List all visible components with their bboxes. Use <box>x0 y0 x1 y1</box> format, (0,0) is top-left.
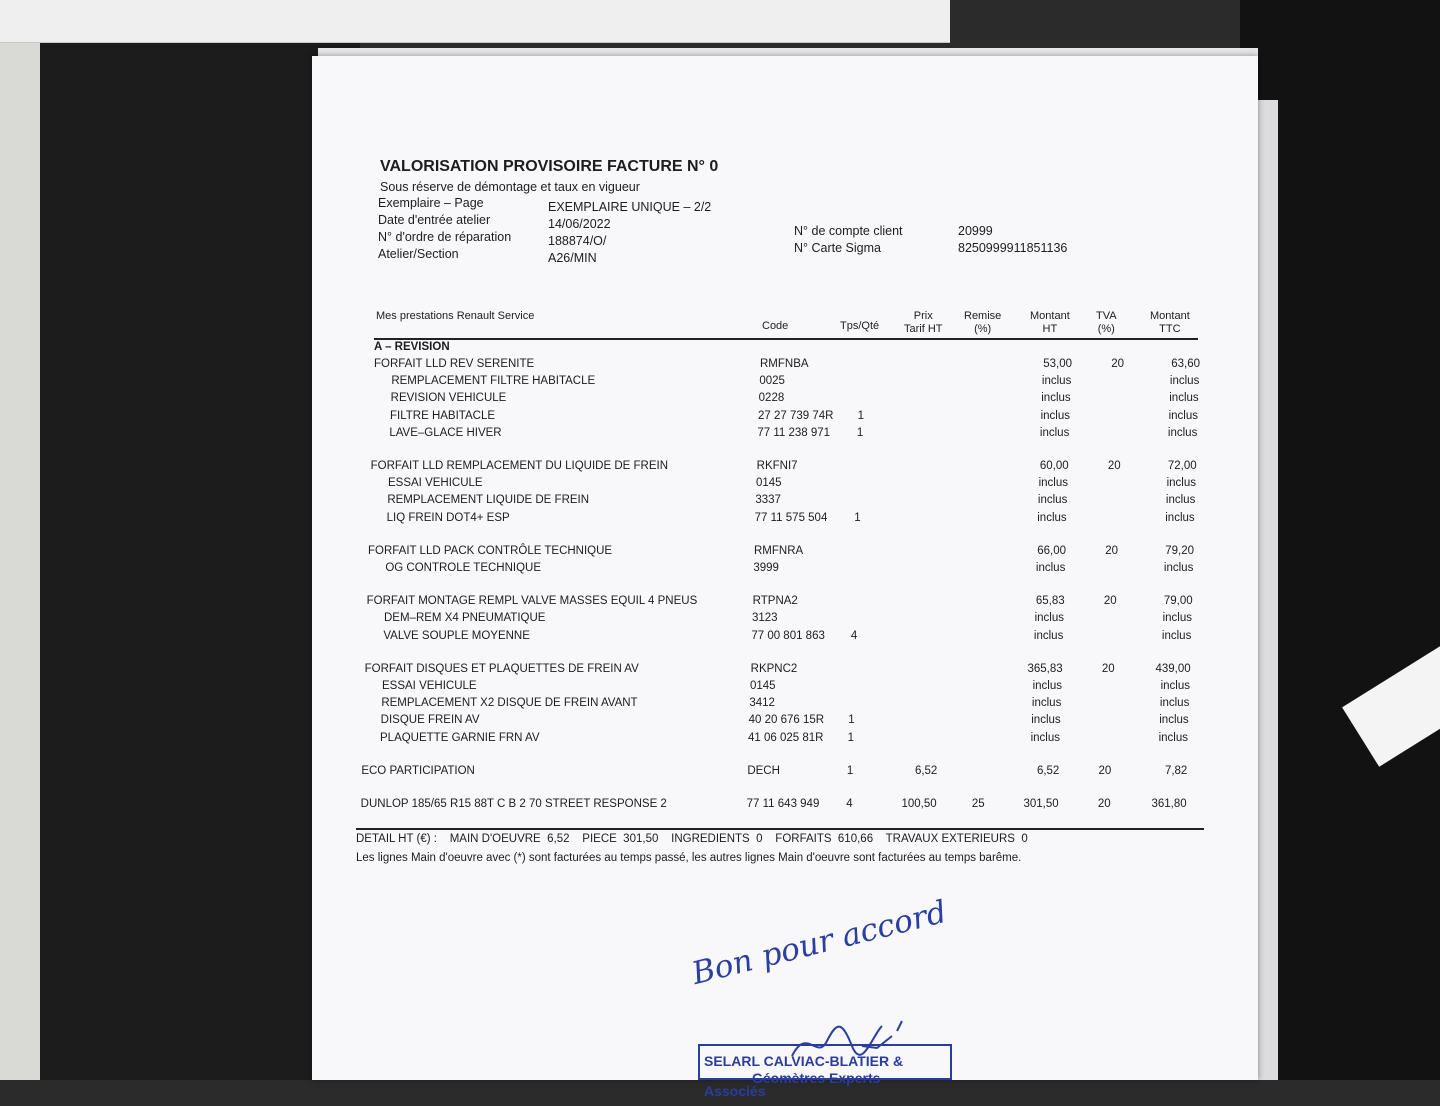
row-code: 41 06 025 81R <box>748 731 824 744</box>
meta-value: 14/06/2022 <box>548 217 611 231</box>
row-qty: 1 <box>857 409 864 422</box>
row-tva: 20 <box>1097 798 1111 810</box>
row-amount-ht: 66,00 <box>1037 544 1066 557</box>
row-description: REMPLACEMENT FILTRE HABITACLE <box>391 375 596 388</box>
row-code: RKPNC2 <box>750 662 798 675</box>
row-amount-ht: 65,83 <box>1035 595 1065 608</box>
row-description: ESSAI VEHICULE <box>388 477 483 490</box>
row-amount-ht: 60,00 <box>1039 460 1069 472</box>
row-amount-ttc: 63,60 <box>1171 358 1200 370</box>
row-amount-ht: inclus <box>1032 680 1062 692</box>
detail-ht-line: DETAIL HT (€) : MAIN D'OEUVRE 6,52 PIECE 301,50 INGREDIENTS 0 FORFAITS 610,66 TRAVAUX EXTERIEURS 0 <box>356 833 1028 845</box>
row-amount-ttc: 439,00 <box>1155 662 1191 675</box>
row-description: PLAQUETTE GARNIE FRN AV <box>380 731 540 744</box>
meta-label: Atelier/Section <box>378 247 459 261</box>
row-description: LAVE–GLACE HIVER <box>389 426 502 439</box>
col-header-amount-ttc: Montant TTC <box>1150 310 1190 335</box>
row-code: 0145 <box>750 680 776 692</box>
col-header-amount-ht: Montant HT <box>1030 310 1070 335</box>
row-qty: 4 <box>850 629 858 642</box>
meta-label: N° de compte client <box>794 224 903 238</box>
meta-label: N° Carte Sigma <box>794 241 881 255</box>
note-line: Les lignes Main d'oeuvre avec (*) sont facturées au temps passé, les autres lignes Main d'oeuvre sont facturées au temps barême. <box>356 852 1022 864</box>
row-amount-ttc: inclus <box>1165 494 1196 507</box>
row-amount-ht: inclus <box>1030 731 1060 744</box>
row-amount-ht: inclus <box>1038 477 1068 490</box>
row-description: REVISION VEHICULE <box>390 392 507 405</box>
row-amount-ttc: inclus <box>1167 426 1198 439</box>
row-amount-ht: inclus <box>1037 511 1067 524</box>
row-code: RMFNRA <box>754 544 804 557</box>
row-tva: 20 <box>1105 544 1118 557</box>
row-amount-ttc: inclus <box>1160 680 1190 692</box>
row-code: 0228 <box>758 392 785 405</box>
row-amount-ht: inclus <box>1037 494 1068 507</box>
row-amount-ht: 365,83 <box>1027 662 1063 675</box>
row-amount-ht: inclus <box>1041 392 1071 405</box>
row-amount-ttc: inclus <box>1161 629 1192 642</box>
section-title: A – REVISION <box>374 341 450 353</box>
row-description: REMPLACEMENT X2 DISQUE DE FREIN AVANT <box>381 697 638 710</box>
row-tva: 20 <box>1098 764 1112 777</box>
row-amount-ht: inclus <box>1031 697 1062 710</box>
row-amount-ttc: 361,80 <box>1151 798 1187 810</box>
row-amount-ht: inclus <box>1039 426 1070 439</box>
col-header-description: Mes prestations Renault Service <box>376 310 535 322</box>
row-description: FORFAIT DISQUES ET PLAQUETTES DE FREIN AV <box>364 662 639 675</box>
col-header-code: Code <box>762 320 789 332</box>
row-code: RTPNA2 <box>752 595 798 608</box>
row-description: DUNLOP 185/65 R15 88T C B 2 70 STREET RESPONSE 2 <box>360 798 667 810</box>
row-amount-ttc: inclus <box>1165 511 1195 524</box>
row-amount-ht: inclus <box>1035 562 1066 574</box>
row-tva: 20 <box>1101 662 1115 675</box>
row-amount-ttc: 79,20 <box>1165 544 1194 557</box>
row-amount-ht: 301,50 <box>1023 798 1059 810</box>
row-code: 77 00 801 863 <box>751 629 825 642</box>
row-description: LIQ FREIN DOT4+ ESP <box>386 511 510 524</box>
meta-value: EXEMPLAIRE UNIQUE – 2/2 <box>548 200 712 214</box>
col-header-discount: Remise (%) <box>964 310 1002 335</box>
company-stamp: SELARL CALVIAC-BLATIER & Associés <box>698 1044 952 1080</box>
company-stamp-subtitle: Géomètres Experts <box>752 1070 881 1086</box>
row-description: FORFAIT LLD REMPLACEMENT DU LIQUIDE DE FREIN <box>370 460 669 472</box>
row-discount: 25 <box>971 798 985 810</box>
row-code: 3123 <box>752 612 778 625</box>
row-code: 77 11 643 949 <box>746 798 820 810</box>
row-qty: 1 <box>854 511 861 524</box>
row-amount-ttc: inclus <box>1168 409 1198 422</box>
row-qty: 1 <box>847 731 854 744</box>
row-amount-ttc: inclus <box>1158 731 1188 744</box>
row-amount-ttc: inclus <box>1166 477 1196 490</box>
document-title: VALORISATION PROVISOIRE FACTURE N° 0 <box>380 158 719 175</box>
col-header-qty: Tps/Qté <box>840 320 880 332</box>
row-amount-ttc: 7,82 <box>1164 764 1188 777</box>
row-amount-ttc: inclus <box>1169 375 1200 388</box>
row-qty: 1 <box>846 764 854 777</box>
row-amount-ht: 6,52 <box>1036 764 1060 777</box>
row-amount-ht: 53,00 <box>1043 358 1072 370</box>
row-amount-ttc: inclus <box>1159 714 1189 727</box>
row-code: 27 27 739 74R <box>758 409 834 422</box>
row-price: 100,50 <box>901 798 937 810</box>
row-amount-ht: inclus <box>1041 375 1072 388</box>
row-amount-ht: inclus <box>1040 409 1070 422</box>
row-qty: 1 <box>848 714 855 727</box>
row-code: 3337 <box>755 494 781 507</box>
row-description: DEM–REM X4 PNEUMATIQUE <box>384 612 546 625</box>
row-price: 6,52 <box>914 764 938 777</box>
row-code: RMFNBA <box>760 358 809 370</box>
row-tva: 20 <box>1103 595 1117 608</box>
footer-rule <box>356 828 1204 830</box>
meta-value: A26/MIN <box>548 251 597 265</box>
row-amount-ttc: inclus <box>1163 562 1194 574</box>
row-amount-ttc: inclus <box>1159 697 1190 710</box>
row-code: 40 20 676 15R <box>748 714 825 727</box>
meta-label: Date d'entrée atelier <box>378 213 491 227</box>
row-amount-ht: inclus <box>1034 612 1064 625</box>
row-description: DISQUE FREIN AV <box>380 714 480 727</box>
col-header-tva: TVA (%) <box>1096 310 1117 335</box>
row-description: FORFAIT MONTAGE REMPL VALVE MASSES EQUIL 4 PNEUS <box>366 595 698 608</box>
row-code: 3412 <box>749 697 775 710</box>
row-amount-ttc: inclus <box>1162 612 1192 625</box>
row-code: 77 11 575 504 <box>754 511 828 524</box>
row-description: OG CONTROLE TECHNIQUE <box>385 562 542 574</box>
row-amount-ttc: 72,00 <box>1167 460 1197 472</box>
row-amount-ht: inclus <box>1031 714 1061 727</box>
handwritten-approval: Bon pour accord <box>688 893 951 992</box>
row-tva: 20 <box>1107 460 1121 472</box>
col-header-price: Prix Tarif HT <box>904 310 943 335</box>
row-code: RKFNI7 <box>756 460 798 472</box>
row-amount-ttc: 79,00 <box>1163 595 1193 608</box>
document-subtitle: Sous réserve de démontage et taux en vigueur <box>380 180 640 194</box>
meta-value: 8250999911851136 <box>958 241 1068 255</box>
row-description: REMPLACEMENT LIQUIDE DE FREIN <box>387 494 590 507</box>
row-description: ESSAI VEHICULE <box>382 680 477 692</box>
row-description: FORFAIT LLD PACK CONTRÔLE TECHNIQUE <box>368 544 613 557</box>
row-code: 3999 <box>753 562 779 574</box>
row-description: FILTRE HABITACLE <box>390 409 496 422</box>
invoice-sheet <box>312 56 1258 1099</box>
row-description: VALVE SOUPLE MOYENNE <box>383 629 530 642</box>
row-code: 0145 <box>756 477 782 490</box>
meta-value: 188874/O/ <box>548 234 607 248</box>
row-qty: 1 <box>856 426 864 439</box>
row-qty: 4 <box>846 798 853 810</box>
top-paper-edge <box>0 0 950 43</box>
row-tva: 20 <box>1111 358 1124 370</box>
row-code: 77 11 238 971 <box>757 426 831 439</box>
row-amount-ht: inclus <box>1033 629 1064 642</box>
meta-value: 20999 <box>958 224 993 238</box>
row-code: DECH <box>747 764 780 777</box>
row-description: ECO PARTICIPATION <box>361 764 475 777</box>
row-code: 0025 <box>759 375 785 388</box>
meta-label: N° d'ordre de réparation <box>378 230 512 244</box>
row-description: FORFAIT LLD REV SERENITE <box>374 358 535 370</box>
header-rule <box>374 338 1198 340</box>
meta-label: Exemplaire – Page <box>378 196 484 210</box>
row-amount-ttc: inclus <box>1169 392 1199 405</box>
